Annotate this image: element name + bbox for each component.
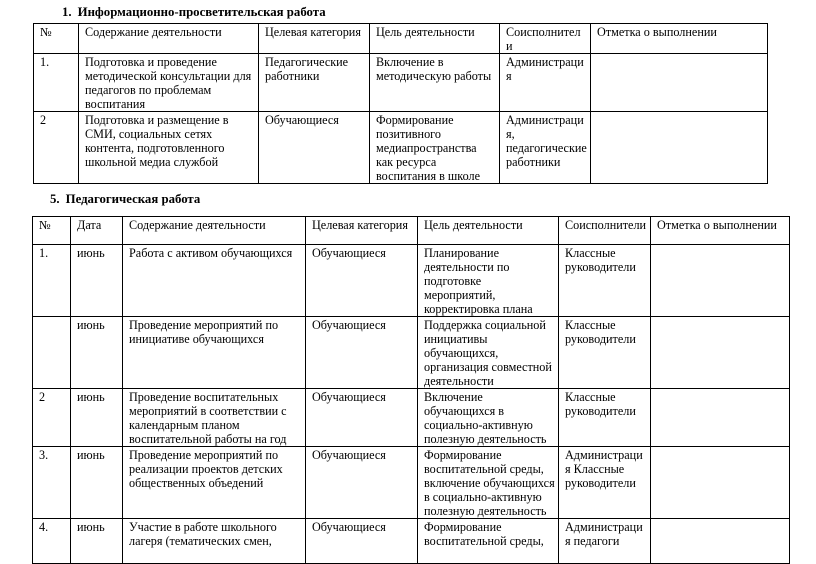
table-cell: Обучающиеся <box>306 519 418 564</box>
table-row <box>33 389 790 447</box>
section-5-heading <box>50 192 200 207</box>
table-cell: Классные руководители <box>559 317 651 389</box>
header-cell: Содержание деятельности <box>79 24 259 54</box>
section-5-number: 5. <box>50 192 60 206</box>
table-cell: 1. <box>34 54 79 112</box>
table-cell: Обучающиеся <box>306 245 418 317</box>
table-cell: Поддержка социальной инициативы обучающихся, организация совместной деятельности <box>418 317 559 389</box>
table-cell: 3. <box>33 447 71 519</box>
section-5-title: Педагогическая работа <box>65 192 201 206</box>
table-row <box>33 245 790 317</box>
header-cell: Цель деятельности <box>370 24 500 54</box>
table-cell: июнь <box>71 317 123 389</box>
table-cell: 4. <box>33 519 71 564</box>
table-cell <box>651 389 790 447</box>
table-cell: 2 <box>33 389 71 447</box>
table-header-row <box>34 24 768 54</box>
header-cell: № <box>33 217 71 245</box>
section-1-title: Информационно-просветительская работа <box>77 5 326 19</box>
table-cell: Работа с активом обучающихся <box>123 245 306 317</box>
table-cell: Администрация <box>500 54 591 112</box>
table-cell <box>651 245 790 317</box>
header-cell: Цель деятельности <box>418 217 559 245</box>
table-cell: июнь <box>71 447 123 519</box>
table-cell: Проведение воспитательных мероприятий в соответствии с календарным планом воспитательной работы на год <box>123 389 306 447</box>
section-1-number: 1. <box>62 5 72 19</box>
table-row <box>33 447 790 519</box>
header-cell: Содержание деятельности <box>123 217 306 245</box>
header-cell: Соисполнители <box>559 217 651 245</box>
table-cell <box>33 317 71 389</box>
header-cell: Отметка о выполнении <box>651 217 790 245</box>
table-cell: Администрация педагоги <box>559 519 651 564</box>
table-cell: 2 <box>34 112 79 184</box>
table-cell: июнь <box>71 519 123 564</box>
table-cell: Классные руководители <box>559 245 651 317</box>
table-cell: июнь <box>71 389 123 447</box>
table-cell: Формирование воспитательной среды, включение обучающихся в социально-активную полезную деятельность <box>418 447 559 519</box>
table-cell: Проведение мероприятий по реализации проектов детских общественных объедений <box>123 447 306 519</box>
table-cell: Обучающиеся <box>306 317 418 389</box>
table-row <box>33 317 790 389</box>
table-cell: Обучающиеся <box>306 447 418 519</box>
table-cell: Подготовка и проведение методической консультации для педагогов по проблемам воспитания <box>79 54 259 112</box>
header-cell: Целевая категория <box>306 217 418 245</box>
table-cell: Обучающиеся <box>259 112 370 184</box>
info-work-table <box>33 23 768 184</box>
header-cell: Соисполнители <box>500 24 591 54</box>
table-cell: Планирование деятельности по подготовке мероприятий, корректировка плана <box>418 245 559 317</box>
header-cell: Целевая категория <box>259 24 370 54</box>
table-cell: Педагогические работники <box>259 54 370 112</box>
table-cell: Проведение мероприятий по инициативе обучающихся <box>123 317 306 389</box>
table-header-row <box>33 217 790 245</box>
table-cell: 1. <box>33 245 71 317</box>
table-cell: Администрация, педагогические работники <box>500 112 591 184</box>
pedagogical-work-table <box>32 216 790 564</box>
table-cell: Включение в методическую работы <box>370 54 500 112</box>
table-cell: Администрация Классные руководители <box>559 447 651 519</box>
table-cell: Классные руководители <box>559 389 651 447</box>
table-cell: Формирование воспитательной среды, <box>418 519 559 564</box>
header-cell: Дата <box>71 217 123 245</box>
table-cell: Участие в работе школьного лагеря (тематических смен, <box>123 519 306 564</box>
table-cell: Подготовка и размещение в СМИ, социальных сетях контента, подготовленного школьной медиа службой <box>79 112 259 184</box>
table-cell <box>651 317 790 389</box>
header-cell: Отметка о выполнении <box>591 24 768 54</box>
table-cell: Формирование позитивного медиапространства как ресурса воспитания в школе <box>370 112 500 184</box>
table-cell: июнь <box>71 245 123 317</box>
table-cell <box>651 519 790 564</box>
table-row <box>33 519 790 564</box>
table-cell: Обучающиеся <box>306 389 418 447</box>
table-cell <box>591 112 768 184</box>
table-cell <box>651 447 790 519</box>
section-1-heading <box>62 5 326 20</box>
table-cell: Включение обучающихся в социально-активную полезную деятельность <box>418 389 559 447</box>
table-cell <box>591 54 768 112</box>
table-row <box>34 54 768 112</box>
header-cell: № <box>34 24 79 54</box>
table-row <box>34 112 768 184</box>
